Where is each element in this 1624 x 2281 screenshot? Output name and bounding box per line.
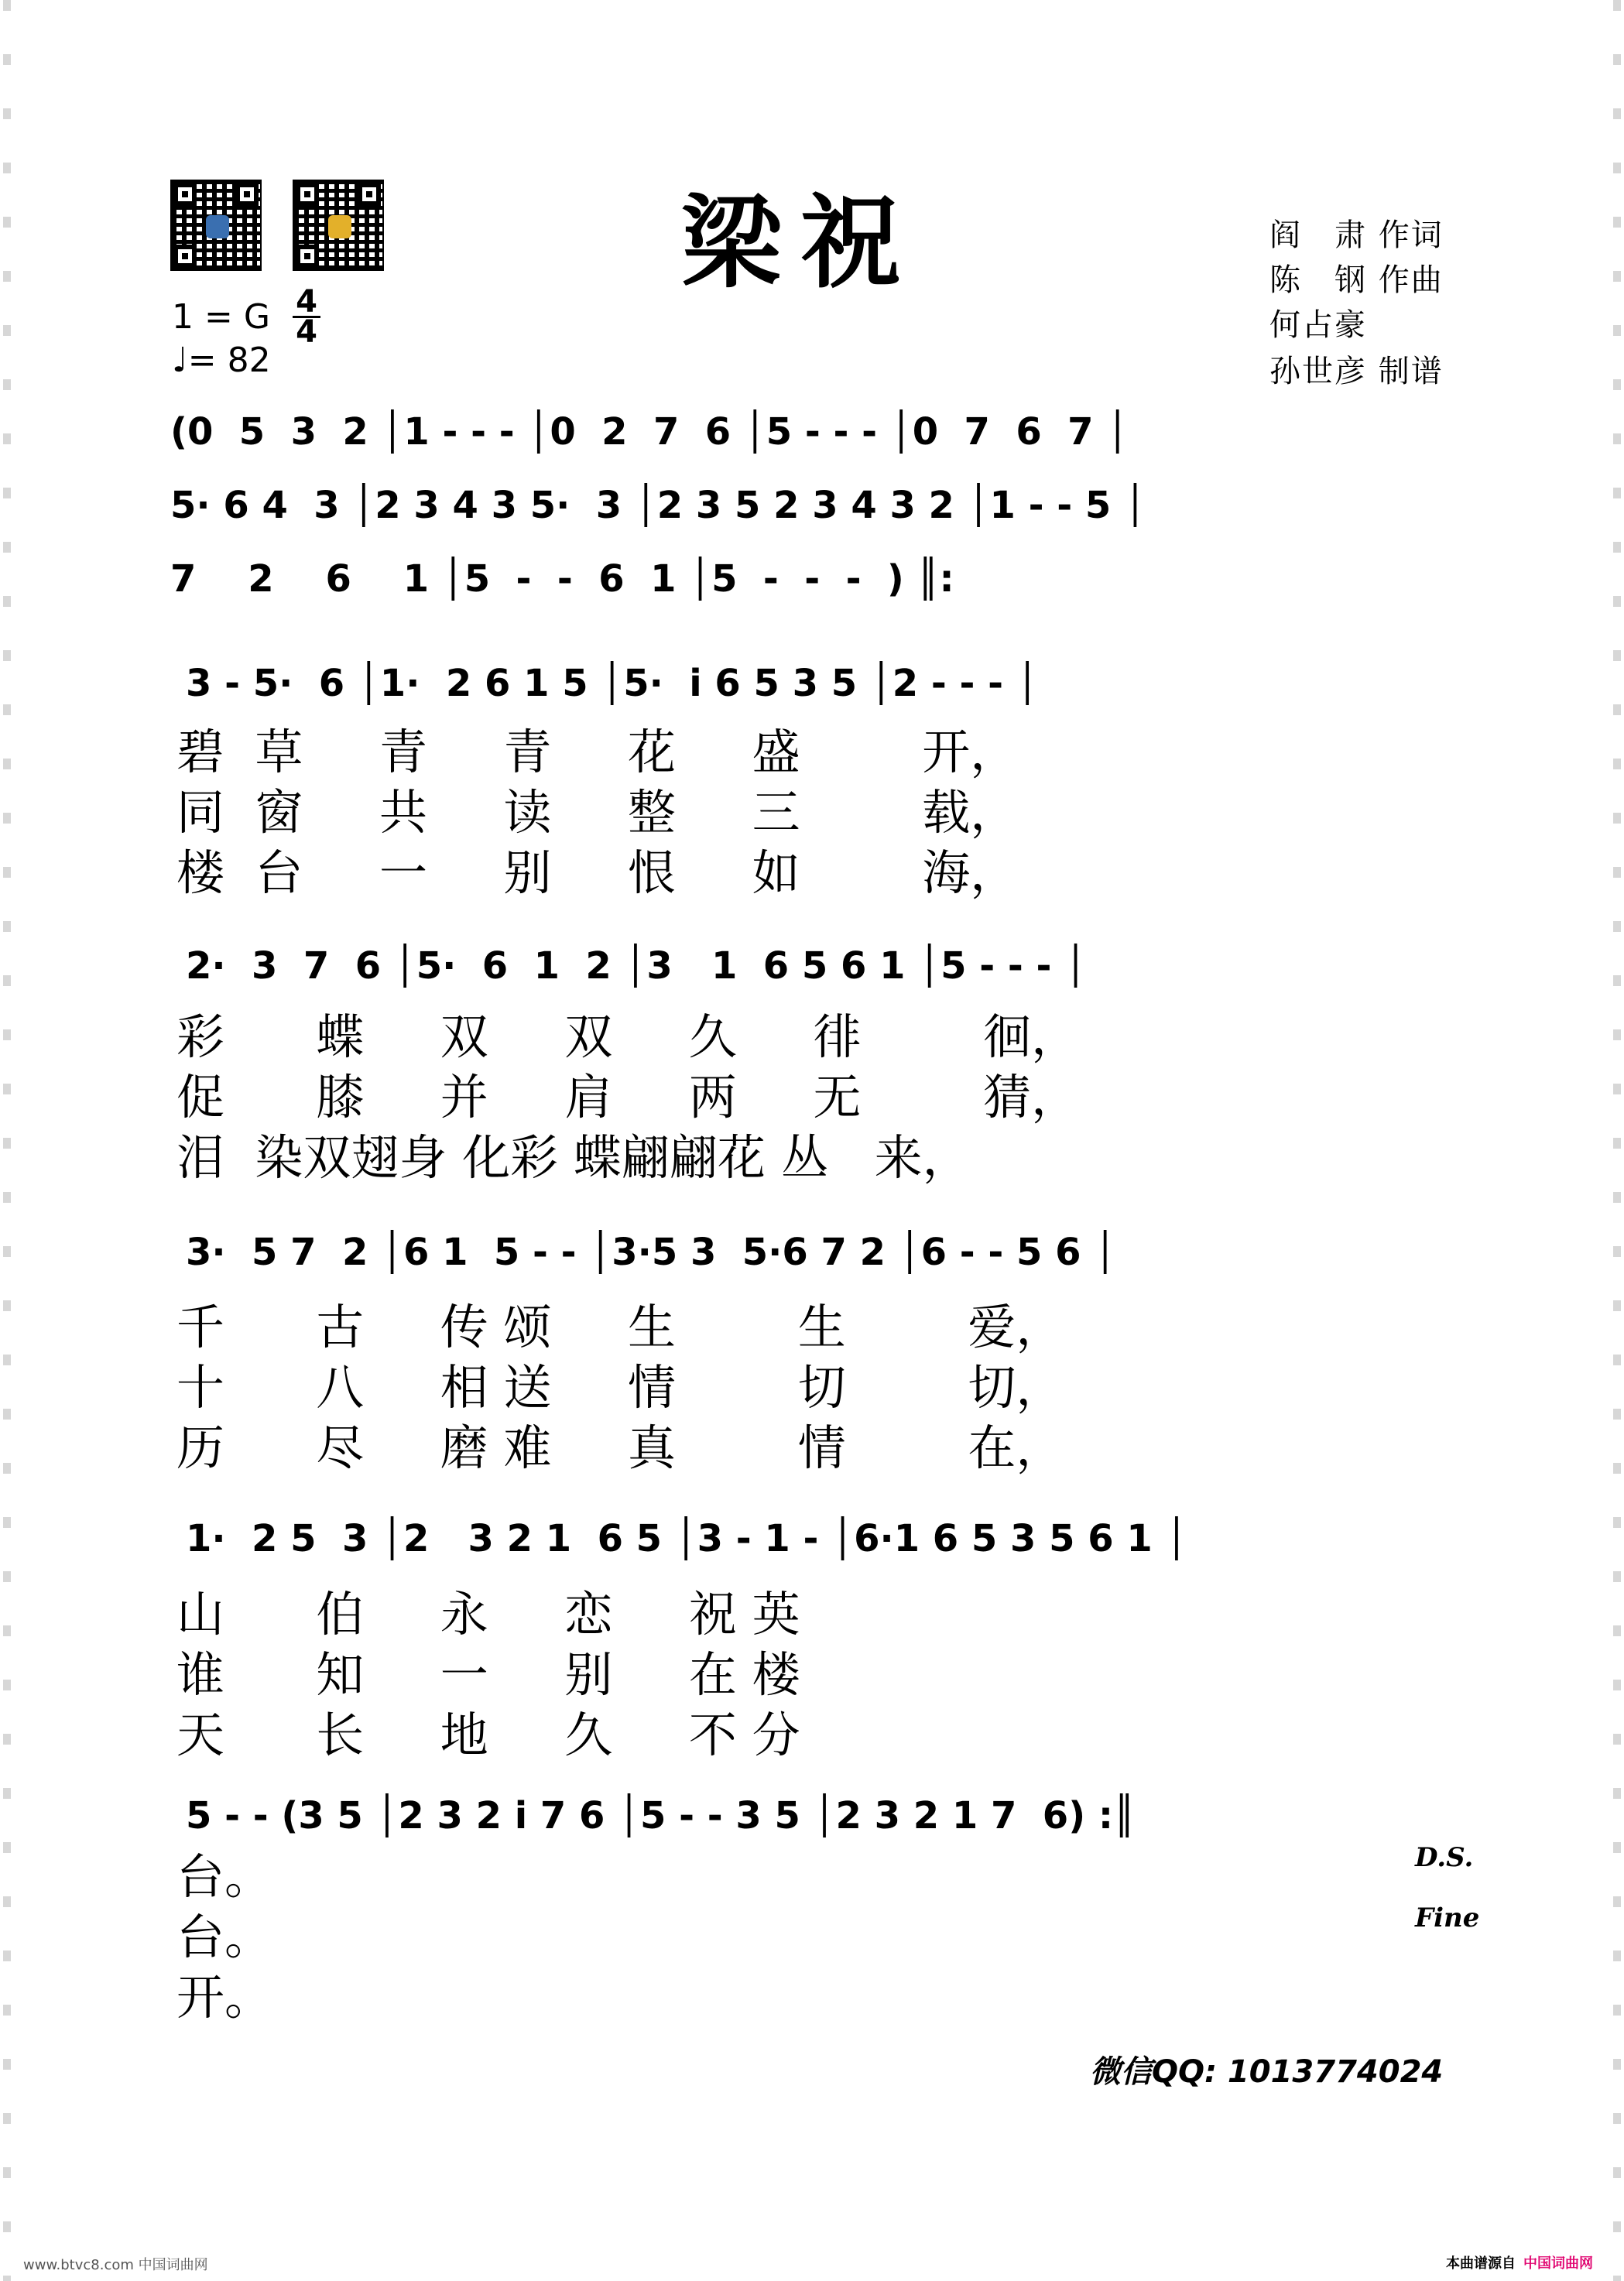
score-row-4: 3 - 5· 6 │1· 2 6 1 5 │5· i 6 5 3 5 │2 - - - │ <box>186 662 1039 705</box>
lyric-verse1-line5: 台。 <box>176 1848 273 1905</box>
lyric-verse2-line3: 十 八 相 送 情 切 切， <box>176 1359 1064 1416</box>
lyric-verse3-line4: 天 长 地 久 不 分 <box>176 1707 800 1763</box>
contact-info: 微信QQ: 1013774024 <box>1090 2054 1444 2090</box>
lyric-verse2-line4: 谁 知 一 别 在 楼 <box>176 1646 800 1703</box>
arranger-credit: 孙世彦 制谱 <box>1269 354 1444 389</box>
qr-code-left <box>170 180 262 271</box>
lyric-verse3-line2: 泪 染双翅身 化彩 蝶翩翩花 丛 来， <box>176 1129 971 1186</box>
score-row-1: (0 5 3 2 │1 - - - │0 2 7 6 │5 - - - │0 7 6 7 │ <box>170 410 1129 454</box>
lyric-verse3-line1: 楼 台 一 别 恨 如 海， <box>176 844 1019 901</box>
score-row-2: 5· 6 4 3 │2 3 4 3 5· 3 │2 3 5 2 3 4 3 2 │1 - - 5 │ <box>170 484 1146 527</box>
score-row-3: 7 2 6 1 │5 - - 6 1 │5 - - - ) ║: <box>170 557 954 601</box>
footer-source-label: 本曲谱源自 <box>1446 2255 1516 2272</box>
fine-mark: Fine <box>1415 1903 1480 1933</box>
composer-credit: 陈 钢 作曲 <box>1269 262 1444 298</box>
score-row-6: 3· 5 7 2 │6 1 5 - - │3·5 3 5·6 7 2 │6 - - 5 6 │ <box>186 1231 1117 1274</box>
lyric-verse1-line3: 千 古 传 颂 生 生 爱， <box>176 1299 1064 1355</box>
time-signature: 4 4 <box>293 288 320 346</box>
tempo-marking: ♩= 82 <box>172 341 271 380</box>
footer-source-brand: 中国词曲网 <box>1523 2255 1593 2272</box>
key-signature: 1 = G <box>172 297 270 337</box>
lyric-verse1-line2: 彩 蝶 双 双 久 徘 徊， <box>176 1009 1080 1065</box>
lyric-verse3-line3: 历 尽 磨 难 真 情 在， <box>176 1420 1064 1476</box>
right-watermark-strip <box>1613 0 1621 2281</box>
lyric-verse2-line1: 同 窗 共 读 整 三 载， <box>176 784 1019 841</box>
lyric-verse2-line5: 台。 <box>176 1909 273 1965</box>
left-watermark-strip <box>3 0 11 2281</box>
score-row-7: 1· 2 5 3 │2 3 2 1 6 5 │3 - 1 - │6·1 6 5 3 5 6 1 │ <box>186 1517 1188 1560</box>
lyric-verse3-line5: 开。 <box>176 1969 273 2026</box>
score-row-8: 5 - - (3 5 │2 3 2 i 7 6 │5 - - 3 5 │2 3 2 1 7 6) :║ <box>186 1794 1136 1837</box>
song-title: 梁祝 <box>681 183 920 302</box>
dal-segno-mark: D.S. <box>1415 1842 1474 1873</box>
lyric-verse1-line1: 碧 草 青 青 花 盛 开， <box>176 724 1019 780</box>
lyric-verse1-line4: 山 伯 永 恋 祝 英 <box>176 1586 800 1642</box>
score-row-5: 2· 3 7 6 │5· 6 1 2 │3 1 6 5 6 1 │5 - - - │ <box>186 944 1087 988</box>
qr-code-right <box>293 180 384 271</box>
lyric-verse2-line2: 促 膝 并 肩 两 无 猜， <box>176 1069 1080 1125</box>
co-composer: 何占豪 <box>1269 307 1367 343</box>
footer-site-left: www.btvc8.com 中国词曲网 <box>23 2257 208 2273</box>
lyricist-credit: 阎 肃 作词 <box>1269 217 1444 253</box>
